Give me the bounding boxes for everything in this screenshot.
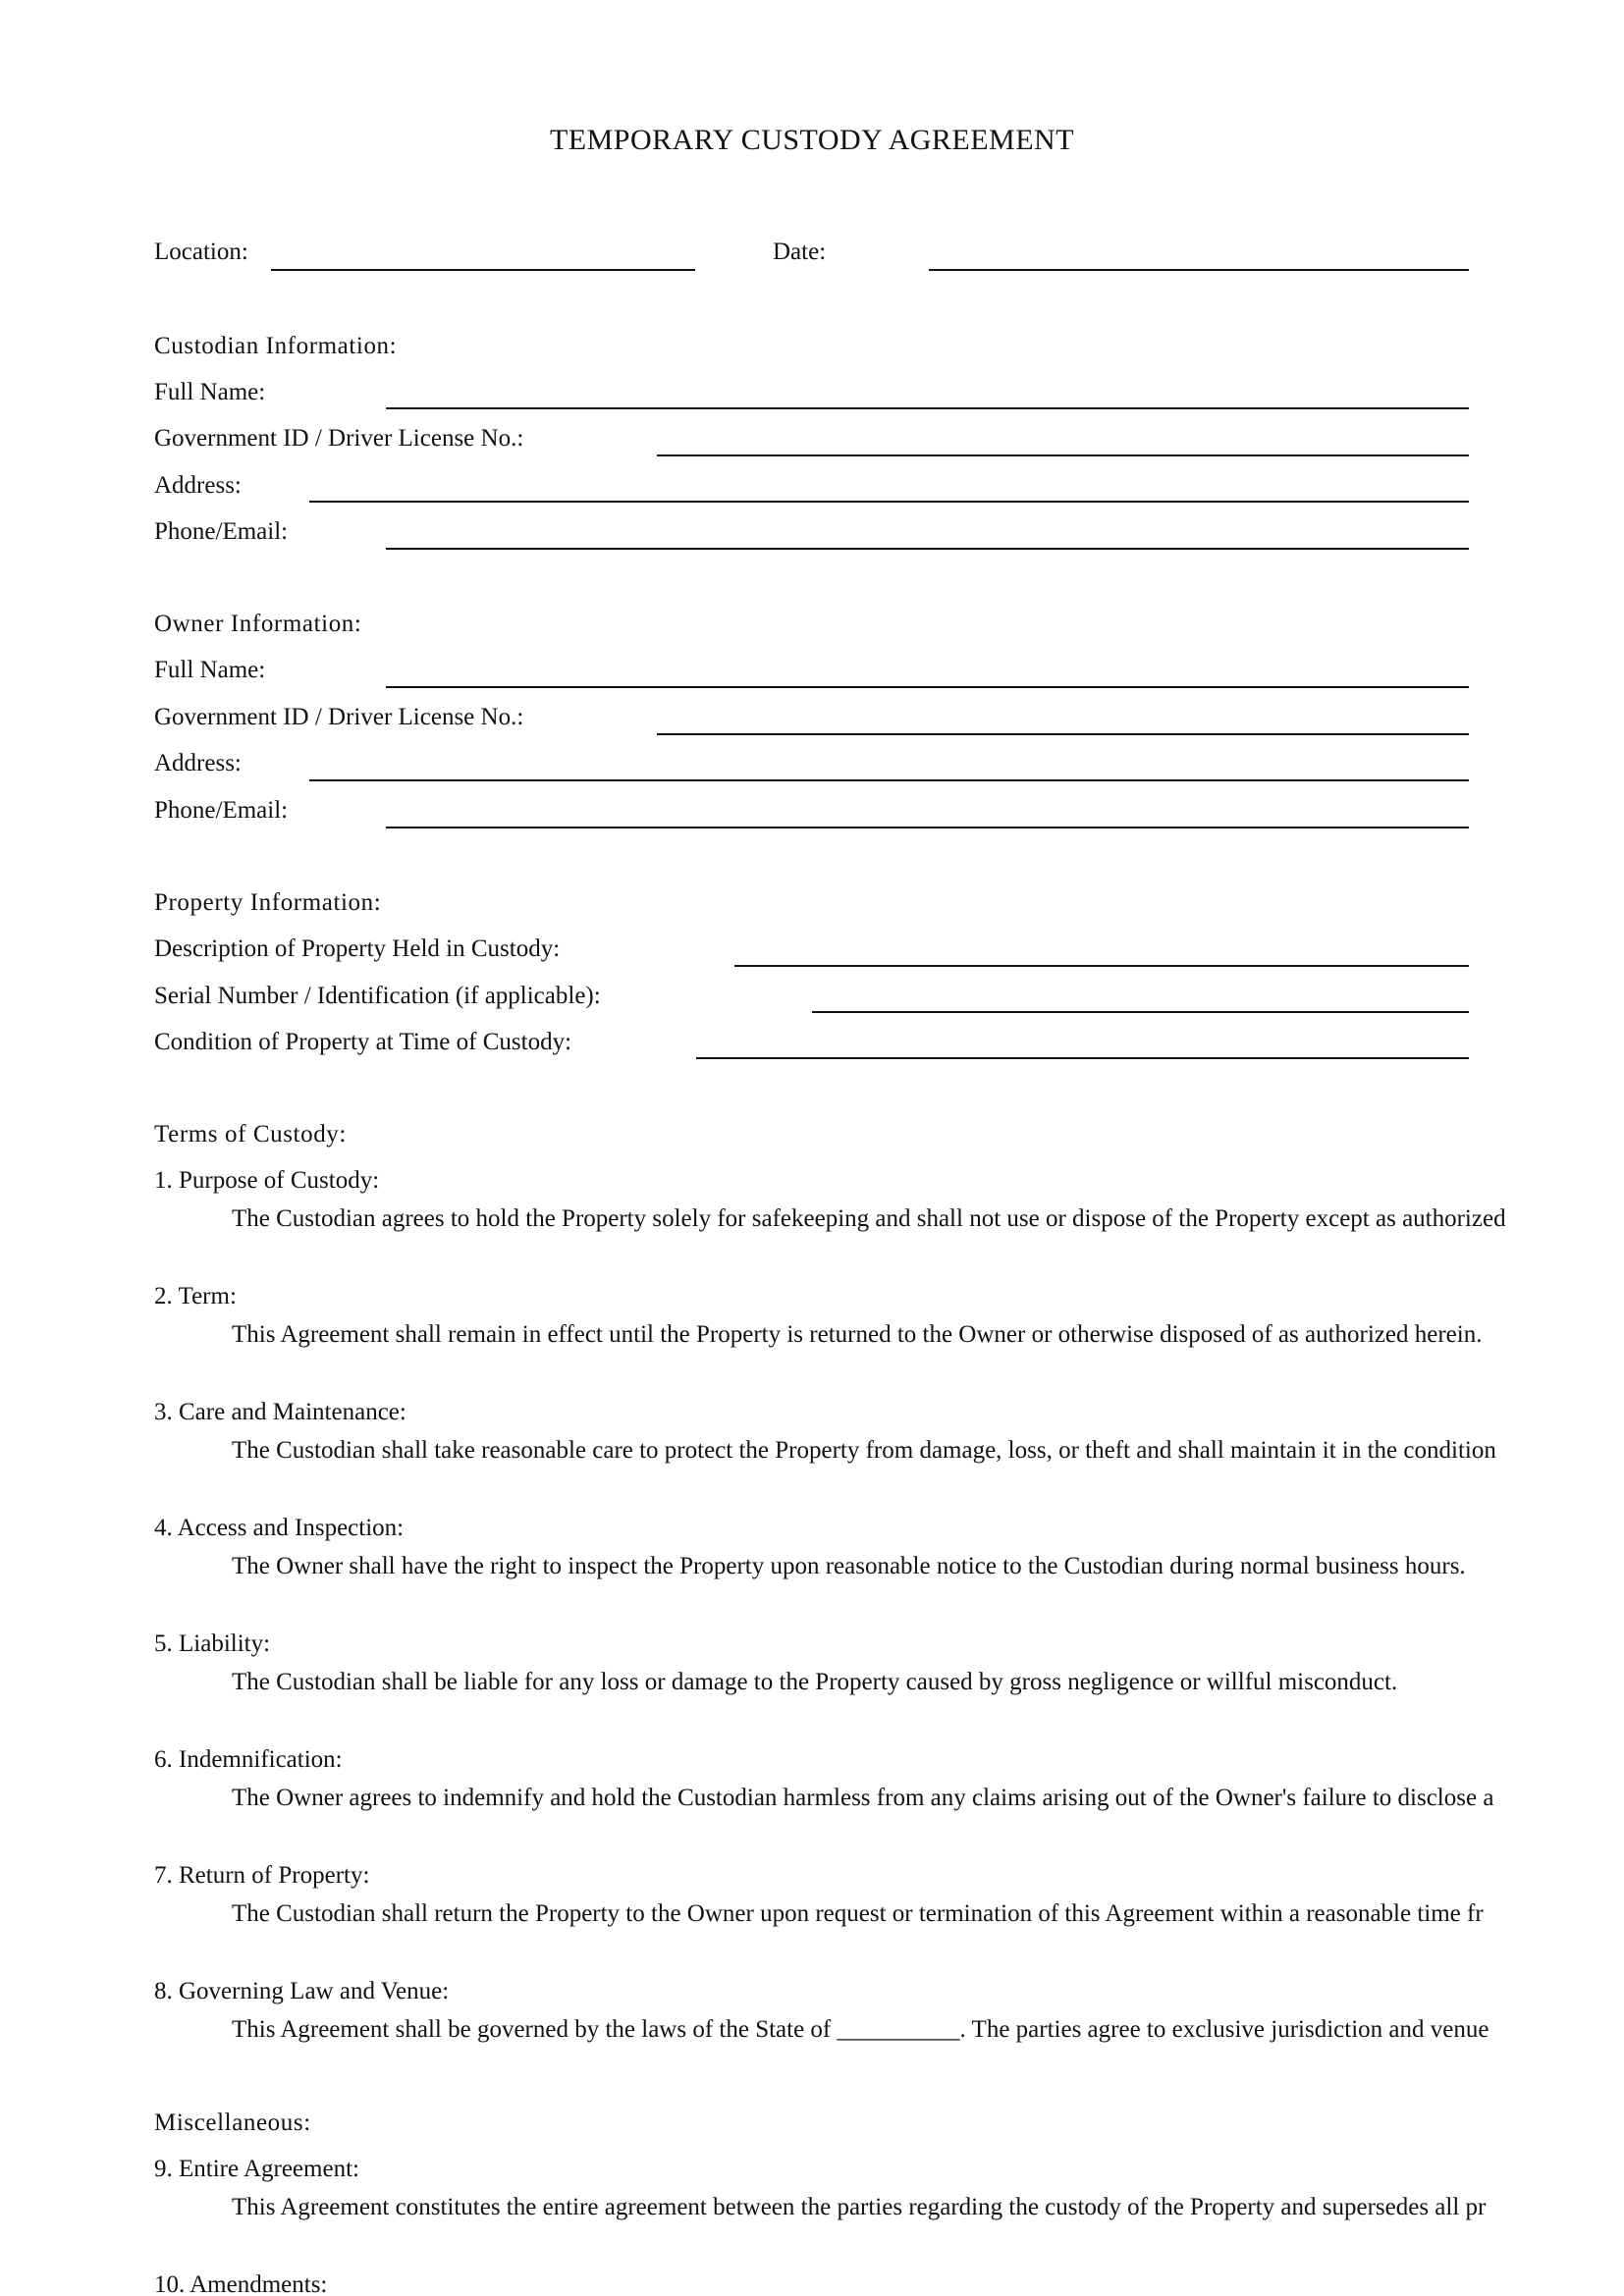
owner-address-field[interactable]	[309, 779, 1469, 781]
custodian-full-name-field[interactable]	[386, 407, 1469, 409]
custodian-heading: Custodian Information:	[154, 333, 398, 359]
terms-heading: Terms of Custody:	[154, 1121, 347, 1148]
property-description-label: Description of Property Held in Custody:	[154, 935, 561, 962]
location-field[interactable]	[271, 269, 695, 271]
owner-gov-id-label: Government ID / Driver License No.:	[154, 704, 524, 730]
term-body: This Agreement shall remain in effect until the Property is returned to the Owner or otherwise disposed of as authorized herein.	[232, 1321, 1483, 1348]
date-label: Date:	[773, 239, 827, 265]
property-serial-field[interactable]	[812, 1011, 1469, 1013]
custodian-phone-email-field[interactable]	[386, 548, 1469, 550]
custodian-full-name-label: Full Name:	[154, 379, 266, 405]
term-title: 1. Purpose of Custody:	[154, 1167, 380, 1194]
term-body: The Custodian shall be liable for any loss or damage to the Property caused by gross negligence or willful misconduct.	[232, 1669, 1398, 1695]
owner-address-label: Address:	[154, 750, 242, 776]
term-title: 2. Term:	[154, 1283, 237, 1309]
owner-full-name-label: Full Name:	[154, 657, 266, 683]
term-title: 5. Liability:	[154, 1630, 271, 1657]
property-heading: Property Information:	[154, 889, 382, 916]
term-title: 3. Care and Maintenance:	[154, 1399, 406, 1425]
term-body: The Owner agrees to indemnify and hold the Custodian harmless from any claims arising out of the Owner's failure to disclose a	[232, 1785, 1494, 1811]
term-body: The Custodian shall return the Property to the Owner upon request or termination of this Agreement within a reasonable time fr	[232, 1900, 1484, 1927]
owner-phone-email-field[interactable]	[386, 827, 1469, 828]
misc-title: 9. Entire Agreement:	[154, 2156, 359, 2182]
property-condition-label: Condition of Property at Time of Custody:	[154, 1029, 572, 1055]
misc-title: 10. Amendments:	[154, 2271, 328, 2296]
property-serial-label: Serial Number / Identification (if applicable):	[154, 983, 601, 1009]
term-title: 6. Indemnification:	[154, 1746, 343, 1773]
owner-heading: Owner Information:	[154, 611, 362, 637]
custodian-address-label: Address:	[154, 472, 242, 499]
custodian-phone-email-label: Phone/Email:	[154, 518, 289, 545]
term-body: The Custodian agrees to hold the Property solely for safekeeping and shall not use or dispose of the Property except as authorized	[232, 1205, 1506, 1232]
custodian-address-field[interactable]	[309, 501, 1469, 503]
term-body: This Agreement shall be governed by the laws of the State of __________. The parties agree to exclusive jurisdiction and venue	[232, 2016, 1489, 2043]
document-title: TEMPORARY CUSTODY AGREEMENT	[549, 124, 1075, 156]
date-field[interactable]	[929, 269, 1469, 271]
term-title: 8. Governing Law and Venue:	[154, 1978, 450, 2004]
owner-phone-email-label: Phone/Email:	[154, 797, 289, 824]
owner-gov-id-field[interactable]	[657, 733, 1469, 735]
term-title: 7. Return of Property:	[154, 1862, 370, 1889]
custodian-gov-id-label: Government ID / Driver License No.:	[154, 425, 524, 452]
property-description-field[interactable]	[734, 965, 1469, 967]
term-body: The Owner shall have the right to inspect the Property upon reasonable notice to the Custodian during normal business hours.	[232, 1553, 1466, 1579]
misc-heading: Miscellaneous:	[154, 2109, 311, 2136]
property-condition-field[interactable]	[696, 1057, 1469, 1059]
custodian-gov-id-field[interactable]	[657, 454, 1469, 456]
term-title: 4. Access and Inspection:	[154, 1515, 405, 1541]
owner-full-name-field[interactable]	[386, 686, 1469, 688]
term-body: The Custodian shall take reasonable care to protect the Property from damage, loss, or theft and shall maintain it in the condition	[232, 1437, 1496, 1464]
location-label: Location:	[154, 239, 248, 265]
misc-body: This Agreement constitutes the entire agreement between the parties regarding the custody of the Property and supersedes all pr	[232, 2194, 1487, 2220]
